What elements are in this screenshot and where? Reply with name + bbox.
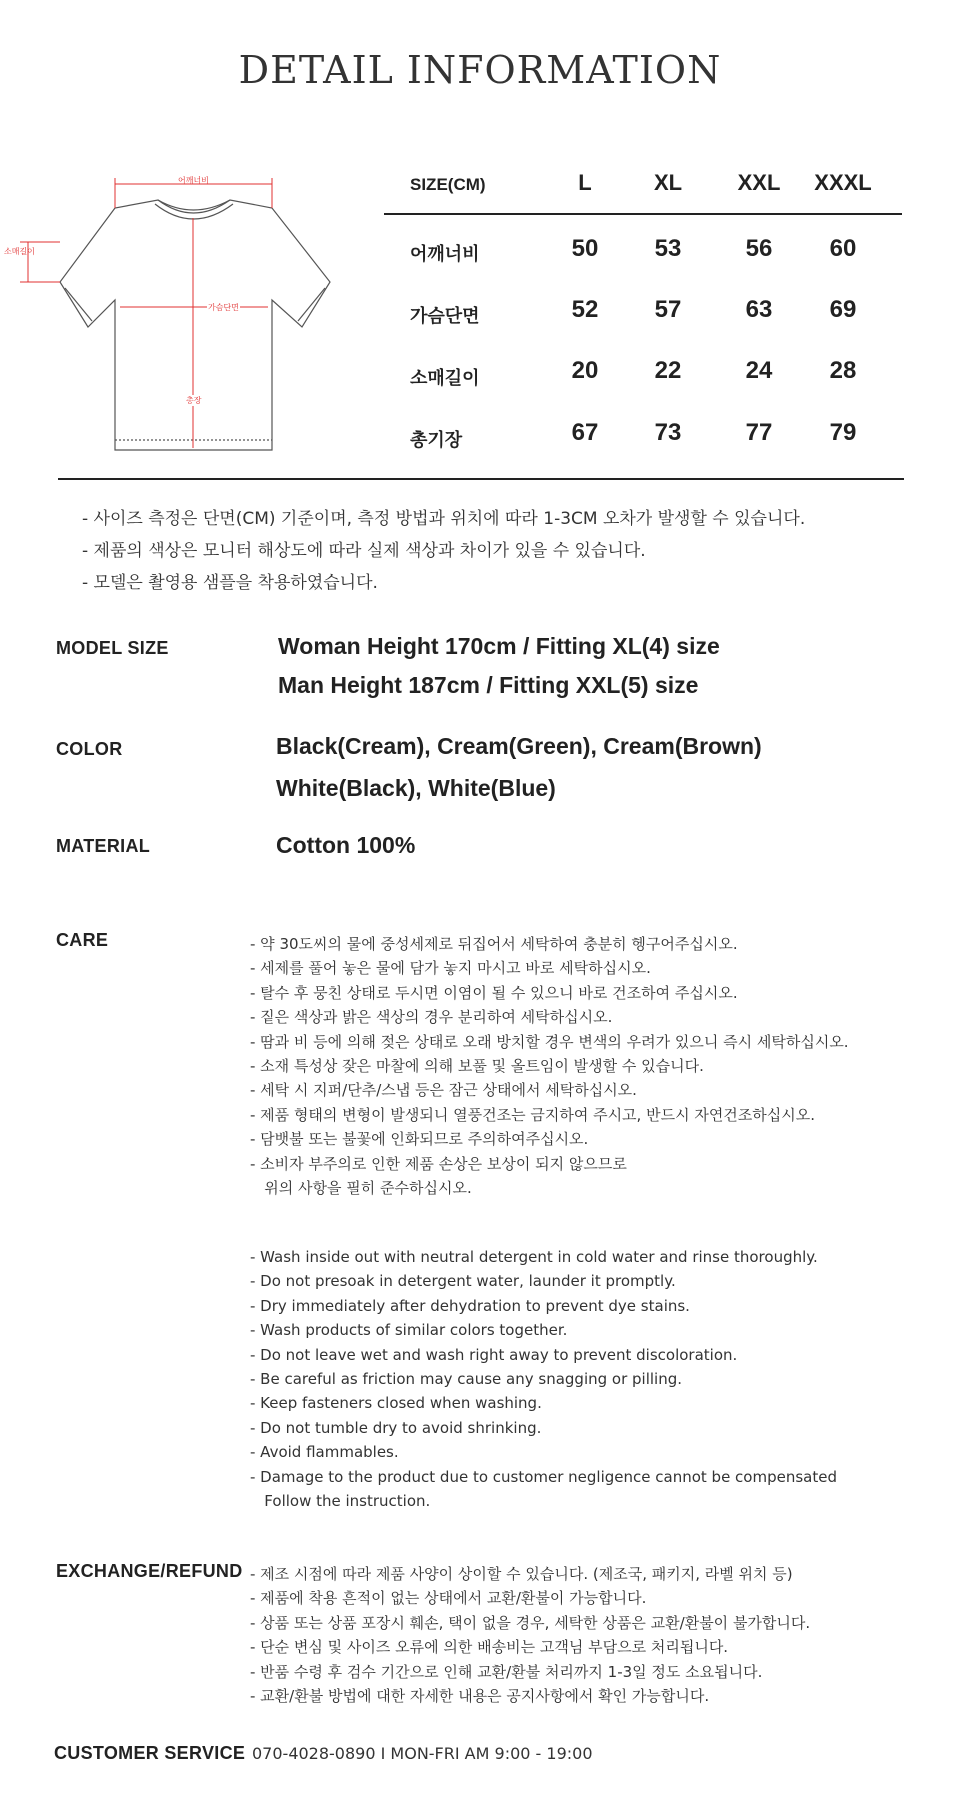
care-english-list	[250, 1245, 837, 1513]
list-item: - 제품에 착용 흔적이 없는 상태에서 교환/환불이 가능합니다.	[250, 1589, 647, 1608]
list-item: - 약 30도씨의 물에 중성세제로 뒤집어서 세탁하여 충분히 헹구어주십시오.	[250, 935, 738, 953]
color-line-2: White(Black), White(Blue)	[276, 775, 556, 801]
list-item: 위의 사항을 필히 준수하십시오.	[250, 1179, 472, 1198]
cell: 22	[654, 357, 682, 384]
list-item: - Do not presoak in detergent water, launder it promptly.	[250, 1272, 676, 1291]
list-item: - 단순 변심 및 사이즈 오류에 의한 배송비는 고객님 부담으로 처리됩니다.	[250, 1638, 729, 1657]
list-item: - 교환/환불 방법에 대한 자세한 내용은 공지사항에서 확인 가능합니다.	[250, 1687, 710, 1706]
cell: 79	[829, 419, 857, 446]
cell: 52	[571, 296, 599, 323]
list-item: - Wash inside out with neutral detergent in cold water and rinse thoroughly.	[250, 1248, 818, 1266]
list-item: - 세탁 시 지퍼/단추/스냅 등은 잠근 상태에서 세탁하십시오.	[250, 1081, 637, 1100]
size-header-xxxl: XXXL	[814, 170, 872, 195]
note-3: - 모델은 촬영용 샘플을 착용하였습니다.	[82, 573, 378, 593]
sleeve-label: 소매길이	[4, 247, 35, 256]
material-value: Cotton 100%	[276, 832, 416, 858]
material-label: MATERIAL	[56, 836, 151, 856]
list-item: Follow the instruction.	[250, 1492, 431, 1511]
row-label-shoulder: 어깨너비	[410, 244, 480, 265]
cell: 69	[829, 296, 857, 323]
list-item: - 제품 형태의 변형이 발생되니 열풍건조는 금지하여 주시고, 반드시 자연건조하십시오.	[250, 1105, 816, 1124]
cell: 50	[571, 235, 599, 262]
cell: 56	[745, 235, 773, 262]
list-item: - 제조 시점에 따라 제품 사양이 상이할 수 있습니다. (제조국, 패키지, 라벨 위치 등)	[250, 1565, 793, 1583]
list-item: - Wash products of similar colors together.	[250, 1321, 568, 1340]
cell: 60	[829, 235, 857, 262]
table-header-divider	[384, 213, 902, 215]
list-item: - 탈수 후 뭉친 상태로 두시면 이염이 될 수 있으니 바로 건조하여 주십시오.	[250, 983, 738, 1002]
page-title: DETAIL INFORMATION	[238, 48, 722, 92]
cell: 53	[654, 235, 682, 262]
list-item: - 담뱃불 또는 불꽃에 인화되므로 주의하여주십시오.	[250, 1130, 589, 1149]
cell: 63	[745, 296, 773, 323]
cell: 57	[654, 296, 682, 323]
chest-label: 가슴단면	[208, 303, 239, 312]
cell: 20	[571, 357, 599, 384]
list-item: - 반품 수령 후 검수 기간으로 인해 교환/환불 처리까지 1-3일 정도 소요됩니다.	[250, 1662, 763, 1681]
size-header-xxl: XXL	[737, 170, 781, 195]
length-label: 총장	[186, 396, 202, 405]
note-2: - 제품의 색상은 모니터 해상도에 따라 실제 색상과 차이가 있을 수 있습니다.	[82, 541, 646, 561]
cell: 77	[745, 419, 773, 446]
list-item: - Do not tumble dry to avoid shrinking.	[250, 1418, 542, 1437]
list-item: - Damage to the product due to customer negligence cannot be compensated	[250, 1467, 837, 1486]
list-item: - Dry immediately after dehydration to prevent dye stains.	[250, 1296, 690, 1315]
list-item: - 짙은 색상과 밝은 색상의 경우 분리하여 세탁하십시오.	[250, 1008, 613, 1027]
list-item: - 세제를 풀어 놓은 물에 담가 놓지 마시고 바로 세탁하십시오.	[250, 959, 651, 978]
color-label: COLOR	[56, 739, 123, 759]
cell: 73	[654, 419, 682, 446]
size-header-xl: XL	[653, 170, 683, 195]
cell: 24	[745, 357, 773, 384]
row-label-length: 총기장	[410, 430, 463, 451]
note-1: - 사이즈 측정은 단면(CM) 기준이며, 측정 방법과 위치에 따라 1-3CM 오차가 발생할 수 있습니다.	[82, 509, 806, 529]
list-item: - 소재 특성상 잦은 마찰에 의해 보풀 및 올트임이 발생할 수 있습니다.	[250, 1057, 704, 1076]
care-korean-list	[250, 932, 849, 1200]
row-label-chest: 가슴단면	[410, 306, 480, 327]
tshirt-diagram	[0, 170, 340, 460]
list-item: - Keep fasteners closed when washing.	[250, 1394, 542, 1413]
customer-service-value: 070-4028-0890 I MON-FRI AM 9:00 - 19:00	[252, 1744, 593, 1763]
size-header-label: SIZE(CM)	[410, 175, 486, 194]
exchange-label: EXCHANGE/REFUND	[56, 1561, 243, 1581]
row-label-sleeve: 소매길이	[410, 368, 480, 389]
cell: 28	[829, 357, 857, 384]
color-line-1: Black(Cream), Cream(Green), Cream(Brown)	[276, 733, 762, 759]
list-item: - Be careful as friction may cause any snagging or pilling.	[250, 1370, 683, 1389]
cell: 67	[571, 419, 599, 446]
model-size-label: MODEL SIZE	[56, 638, 169, 658]
list-item: - Avoid flammables.	[250, 1443, 399, 1462]
list-item: - 소비자 부주의로 인한 제품 손상은 보상이 되지 않으므로	[250, 1154, 627, 1173]
exchange-list	[250, 1562, 810, 1708]
model-size-line-2: Man Height 187cm / Fitting XXL(5) size	[278, 672, 699, 698]
care-label: CARE	[56, 930, 109, 950]
shoulder-label: 어깨너비	[178, 176, 209, 185]
section-divider	[58, 478, 904, 480]
size-header-l: L	[578, 170, 592, 195]
model-size-line-1: Woman Height 170cm / Fitting XL(4) size	[278, 633, 720, 659]
list-item: - Do not leave wet and wash right away to prevent discoloration.	[250, 1345, 738, 1364]
list-item: - 땀과 비 등에 의해 젖은 상태로 오래 방치할 경우 변색의 우려가 있으니 즉시 세탁하십시오.	[250, 1032, 849, 1051]
list-item: - 상품 또는 상품 포장시 훼손, 택이 없을 경우, 세탁한 상품은 교환/환불이 불가합니다.	[250, 1613, 811, 1632]
customer-service-label: CUSTOMER SERVICE	[54, 1743, 246, 1763]
